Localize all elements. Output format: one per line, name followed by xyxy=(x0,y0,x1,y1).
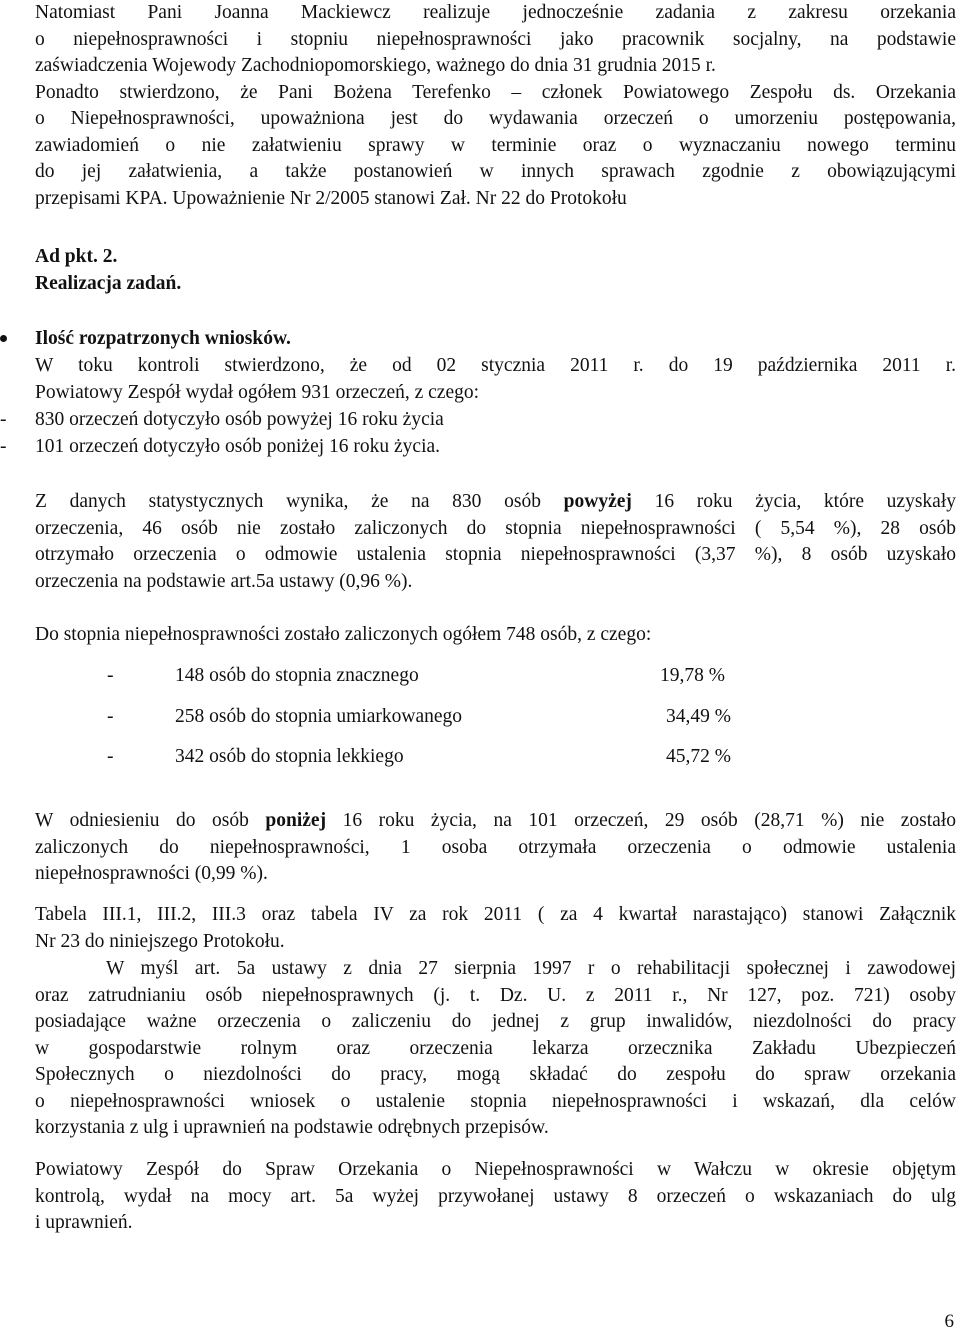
text-line: orzeczenia, 46 osób nie zostało zaliczonych do stopnia niepełnosprawności ( 5,54 %), 28 osób xyxy=(35,517,956,539)
bullet-icon xyxy=(0,335,7,342)
paragraph-legal-basis xyxy=(35,956,956,1142)
text-line: Powiatowy Zespół wydał ogółem 931 orzeczeń, z czego: xyxy=(35,381,480,403)
section-title: Realizacja zadań. xyxy=(35,273,182,294)
degree-label: 148 osób do stopnia znacznego xyxy=(175,665,419,686)
degree-label: 342 osób do stopnia lekkiego xyxy=(175,746,404,767)
text-line: Społecznych o niezdolności do pracy, mogą składać do zespołu do spraw orzekania xyxy=(35,1064,956,1085)
text-line: zaliczonych do niepełnosprawności, 1 osoba otrzymała orzeczenia o odmowie ustalenia xyxy=(35,836,956,858)
text-line: przepisami KPA. Upoważnienie Nr 2/2005 stanowi Zał. Nr 22 do Protokołu xyxy=(35,187,627,209)
paragraph-staff xyxy=(35,0,956,212)
text-line: Tabela III.1, III.2, III.3 oraz tabela IV za rok 2011 ( za 4 kwartał narastająco) stanowi Załącznik xyxy=(35,904,956,925)
dash-marker: - xyxy=(0,409,7,430)
text-line: o niepełnosprawności wniosek o ustalenie stopnia niepełnosprawności i wskazań, dla celów xyxy=(35,1090,956,1112)
paragraph-statistics-above-16 xyxy=(35,489,956,595)
dash-marker: - xyxy=(107,665,114,686)
text-line: Z danych statystycznych wynika, że na 830 osób powyżej 16 roku życia, które uzyskały xyxy=(35,491,956,512)
degrees-intro: Do stopnia niepełnosprawności zostało zaliczonych ogółem 748 osób, z czego: xyxy=(35,624,652,645)
paragraph-statistics-below-16 xyxy=(35,808,956,888)
text-line: kontrolą, wydał na mocy art. 5a wyżej przywołanej ustawy 8 orzeczeń o wskazaniach do ulg xyxy=(35,1185,956,1207)
text-line: oraz zatrudnianiu osób niepełnosprawnych (j. t. Dz. U. z 2011 r., Nr 127, poz. 721) osoby xyxy=(35,984,956,1006)
page-number: 6 xyxy=(944,1310,954,1332)
list-item-text: 101 orzeczeń dotyczyło osób poniżej 16 roku życia. xyxy=(35,436,441,457)
paragraph-walcz-team xyxy=(35,1157,956,1237)
section-number: Ad pkt. 2. xyxy=(35,246,118,267)
text-line: korzystania z ulg i uprawnień na podstawie odrębnych przepisów. xyxy=(35,1117,549,1138)
emphasis-below: poniżej xyxy=(265,810,327,831)
text-line: orzeczenia na podstawie art.5a ustawy (0,96 %). xyxy=(35,570,413,592)
text-line: Powiatowy Zespół do Spraw Orzekania o Niepełnosprawności w Wałczu w okresie objętym xyxy=(35,1159,956,1180)
text-line: o niepełnosprawności i stopniu niepełnosprawności jako pracownik socjalny, na podstawie xyxy=(35,28,956,50)
text-line: Nr 23 do niniejszego Protokołu. xyxy=(35,930,285,952)
text-line: o Niepełnosprawności, upoważniona jest do wydawania orzeczeń o umorzeniu postępowania, xyxy=(35,108,956,129)
degree-percent: 19,78 % xyxy=(660,665,725,686)
dash-marker: - xyxy=(107,706,114,727)
text-line: zaświadczenia Wojewody Zachodniopomorskiego, ważnego do dnia 31 grudnia 2015 r. xyxy=(35,55,716,76)
text-line: niepełnosprawności (0,99 %). xyxy=(35,863,268,884)
text-line: w gospodarstwie rolnym oraz orzeczenia lekarza orzecznika Zakładu Ubezpieczeń xyxy=(35,1037,956,1059)
text-line: do jej załatwienia, a także postanowień w innych sprawach zgodnie z obowiązującymi xyxy=(35,161,956,182)
degree-percent: 45,72 % xyxy=(666,746,731,767)
bullet-text xyxy=(35,353,956,406)
list-item-text: 830 orzeczeń dotyczyło osób powyżej 16 roku życia xyxy=(35,409,444,430)
emphasis-above: powyżej xyxy=(563,491,632,512)
paragraph-tables xyxy=(35,902,956,955)
dash-marker: - xyxy=(0,436,7,457)
text-line: Ponadto stwierdzono, że Pani Bożena Terefenko – członek Powiatowego Zespołu ds. Orzekania xyxy=(35,81,956,103)
degree-label: 258 osób do stopnia umiarkowanego xyxy=(175,706,463,727)
text-line: i uprawnień. xyxy=(35,1212,133,1233)
bullet-title: Ilość rozpatrzonych wniosków. xyxy=(35,328,291,349)
text-line: W myśl art. 5a ustawy z dnia 27 sierpnia 1997 r o rehabilitacji społecznej i zawodowej xyxy=(106,958,956,979)
text-line: posiadające ważne orzeczenia o zaliczeniu do jednej z grup inwalidów, niezdolności do pracy xyxy=(35,1011,956,1032)
text-line: zawiadomień o nie załatwieniu sprawy w terminie oraz o wyznaczaniu nowego terminu xyxy=(35,134,956,156)
text-line: otrzymało orzeczenia o odmowie ustalenia stopnia niepełnosprawności (3,37 %), 8 osób uzyskało xyxy=(35,544,956,565)
text-line: W odniesieniu do osób poniżej 16 roku życia, na 101 orzeczeń, 29 osób (28,71 %) nie zostało xyxy=(35,810,956,831)
text-line: W toku kontroli stwierdzono, że od 02 stycznia 2011 r. do 19 października 2011 r. xyxy=(35,355,956,376)
degree-percent: 34,49 % xyxy=(666,706,731,727)
dash-marker: - xyxy=(107,746,114,767)
text-line: Natomiast Pani Joanna Mackiewcz realizuje jednocześnie zadania z zakresu orzekania xyxy=(35,2,956,23)
